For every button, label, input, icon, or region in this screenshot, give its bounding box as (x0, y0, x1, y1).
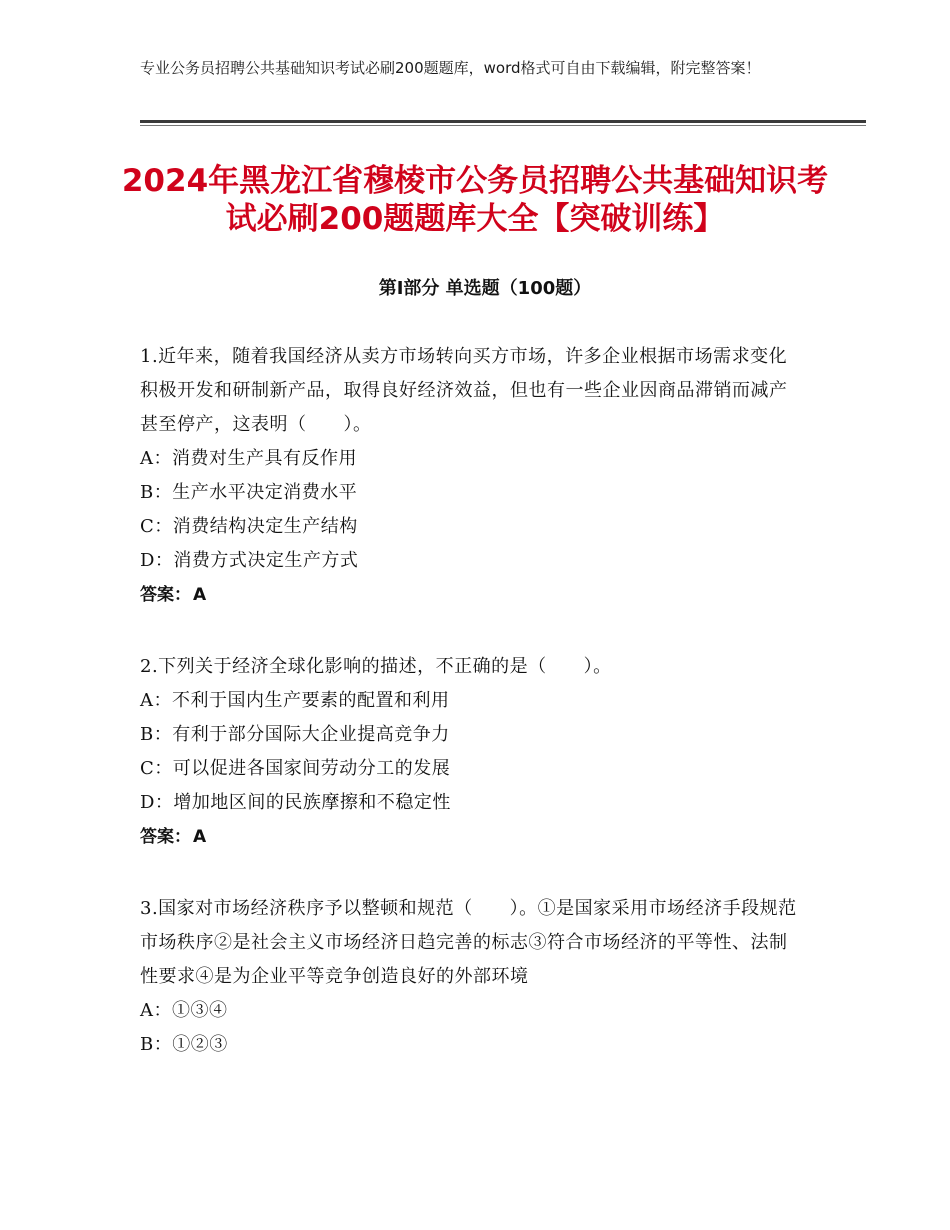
answer-line (140, 820, 800, 854)
section-title: 第Ⅰ部分 单选题（100题） (378, 278, 592, 299)
document-title: 2024年黑龙江省穆棱市公务员招聘公共基础知识考试必刷200题题库大全【突破训练】 (121, 163, 829, 237)
option-b: B：有利于部分国际大企业提高竞争力 (140, 724, 450, 745)
option-c: C：消费结构决定生产结构 (140, 516, 358, 537)
answer-label: 答案： (140, 827, 191, 847)
option-a: A：①③④ (140, 1000, 228, 1021)
option-d: D：增加地区间的民族摩擦和不稳定性 (140, 792, 451, 813)
answer-line (140, 578, 800, 612)
answer-value: A (193, 827, 207, 847)
header-rule-thick (140, 120, 866, 123)
header-rule-thin (140, 125, 866, 126)
question-list (140, 340, 800, 1100)
option-c: C：可以促进各国家间劳动分工的发展 (140, 758, 451, 779)
option-a: A：消费对生产具有反作用 (140, 448, 357, 469)
header-note: 专业公务员招聘公共基础知识考试必刷200题题库，word格式可自由下载编辑，附完整答案！ (140, 59, 761, 77)
option-a: A：不利于国内生产要素的配置和利用 (140, 690, 450, 711)
question-stem: 1.近年来，随着我国经济从卖方市场转向买方市场，许多企业根据市场需求变化积极开发和研制新产品，取得良好经济效益，但也有一些企业因商品滞销而减产甚至停产，这表明（ ）。 (140, 346, 788, 435)
option-b: B：①②③ (140, 1034, 228, 1055)
option-b: B：生产水平决定消费水平 (140, 482, 358, 503)
question-3 (140, 892, 800, 1062)
question-stem: 3.国家对市场经济秩序予以整顿和规范（ ）。①是国家采用市场经济手段规范市场秩序②是社会主义市场经济日趋完善的标志③符合市场经济的平等性、法制性要求④是为企业平等竞争创造良好的外部环境 (140, 898, 797, 987)
question-2 (140, 650, 800, 854)
question-1 (140, 340, 800, 612)
question-stem: 2.下列关于经济全球化影响的描述，不正确的是（ ）。 (140, 656, 612, 677)
option-d: D：消费方式决定生产方式 (140, 550, 359, 571)
answer-value: A (193, 585, 207, 605)
answer-label: 答案： (140, 585, 191, 605)
